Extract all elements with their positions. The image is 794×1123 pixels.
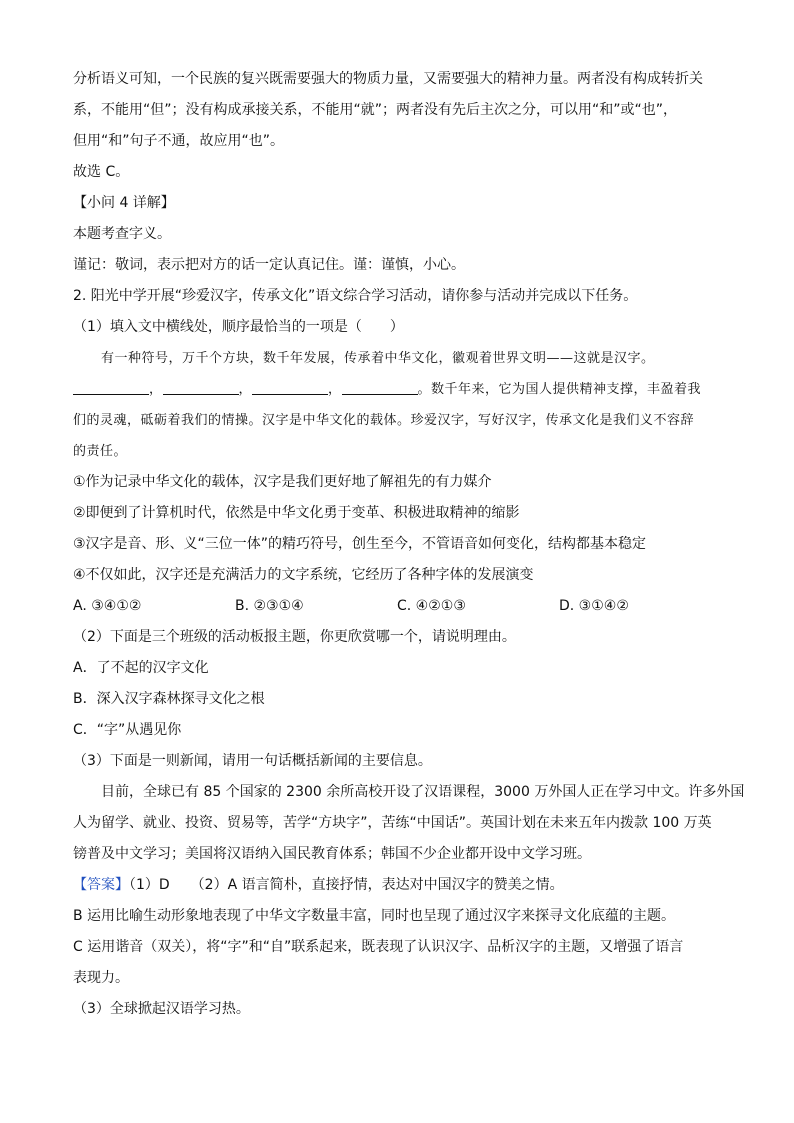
explanation-line-2: 系，不能用“但”；没有构成承接关系，不能用“就”；两者没有先后主次之分，可以用“和”或“也”， bbox=[73, 102, 678, 118]
explanation-line-5: 谨记：敬词，表示把对方的话一定认真记住。谨：谨慎，小心。 bbox=[73, 257, 465, 273]
sub-question-4-heading: 【小问 4 详解】 bbox=[73, 195, 175, 211]
passage-line-4: 的责任。 bbox=[73, 444, 128, 459]
explanation-line-1: 分析语义可知，一个民族的复兴既需要强大的物质力量，又需要强大的精神力量。两者没有构成转折关 bbox=[73, 71, 703, 87]
theme-a: A．了不起的汉字文化 bbox=[73, 660, 209, 676]
choice-a: A. ③④①② bbox=[73, 598, 142, 614]
option-sentence-4: ④不仅如此，汉字还是充满活力的文字系统，它经历了各种字体的发展演变 bbox=[73, 567, 534, 583]
option-sentence-3: ③汉字是音、形、义“三位一体”的精巧符号，创生至今，不管语音如何变化，结构都基本稳定 bbox=[73, 536, 647, 552]
choice-b: B. ②③①④ bbox=[235, 598, 304, 614]
question-2-3: （3）下面是一则新闻，请用一句话概括新闻的主要信息。 bbox=[73, 753, 432, 769]
blank-separator: ， bbox=[328, 382, 342, 397]
answer-label: 【答案】 bbox=[73, 877, 129, 893]
blank-3 bbox=[252, 380, 328, 395]
explanation-line-4: 本题考查字义。 bbox=[73, 226, 171, 242]
document-content bbox=[73, 64, 745, 1025]
passage-line-2 bbox=[73, 374, 723, 405]
explanation-line-3: 但用“和”句子不通，故应用“也”。 bbox=[73, 133, 285, 149]
passage-line-3: 们的灵魂，砥砺着我们的情操。汉字是中华文化的载体。珍爱汉字，写好汉字，传承文化是我们义不容辞 bbox=[73, 413, 695, 428]
answer-text: （1）D （2）A 语言简朴，直接抒情，表达对中国汉字的赞美之情。 bbox=[129, 877, 564, 893]
blank-separator: ， bbox=[149, 382, 163, 397]
answer-line-3: C 运用谐音（双关），将“字”和“自”联系起来，既表现了认识汉字、品析汉字的主题，又增强了语言 bbox=[73, 939, 684, 955]
answer-line-4: 表现力。 bbox=[73, 970, 129, 986]
blank-4 bbox=[342, 380, 418, 395]
choice-c: C. ④②①③ bbox=[397, 598, 466, 614]
option-sentence-2: ②即便到了计算机时代，依然是中华文化勇于变革、积极进取精神的缩影 bbox=[73, 505, 520, 521]
option-sentence-1: ①作为记录中华文化的载体，汉字是我们更好地了解祖先的有力媒介 bbox=[73, 474, 492, 490]
news-line-3: 镑普及中文学习；美国将汉语纳入国民教育体系；韩国不少企业都开设中文学习班。 bbox=[73, 846, 591, 862]
question-2-stem: 2. 阳光中学开展“珍爱汉字，传承文化”语文综合学习活动，请你参与活动并完成以下任务。 bbox=[73, 288, 638, 304]
passage-line-2-tail: 。数千年来，它为国人提供精神支撑，丰盈着我 bbox=[417, 382, 702, 397]
passage-line-1: 有一种符号，万千个方块，数千年发展，传承着中华文化，徽观着世界文明——这就是汉字。 bbox=[101, 351, 655, 366]
question-2-2: （2）下面是三个班级的活动板报主题，你更欣赏哪一个，请说明理由。 bbox=[73, 629, 516, 645]
answer-line-1 bbox=[73, 870, 723, 901]
answer-line-2: B 运用比喻生动形象地表现了中华文字数量丰富，同时也呈现了通过汉字来探寻文化底蕴的主题。 bbox=[73, 908, 676, 924]
blank-1 bbox=[73, 380, 149, 395]
news-line-1: 目前，全球已有 85 个国家的 2300 余所高校开设了汉语课程，3000 万外国人正在学习中文。许多外国 bbox=[101, 784, 745, 800]
blank-2 bbox=[163, 380, 239, 395]
answer-choice-line: 故选 C。 bbox=[73, 164, 130, 180]
answer-line-5: （3）全球掀起汉语学习热。 bbox=[73, 1001, 250, 1017]
choices-row bbox=[73, 591, 723, 622]
theme-c: C．“字”从遇见你 bbox=[73, 722, 182, 738]
question-2-1: （1）填入文中横线处，顺序最恰当的一项是（ ） bbox=[73, 319, 404, 335]
theme-b: B．深入汉字森林探寻文化之根 bbox=[73, 691, 265, 707]
choice-d: D. ③①④② bbox=[559, 598, 629, 614]
blank-separator: ， bbox=[238, 382, 253, 397]
news-line-2: 人为留学、就业、投资、贸易等，苦学“方块字”，苦练“中国话”。英国计划在未来五年内拨款 100 万英 bbox=[73, 815, 712, 831]
